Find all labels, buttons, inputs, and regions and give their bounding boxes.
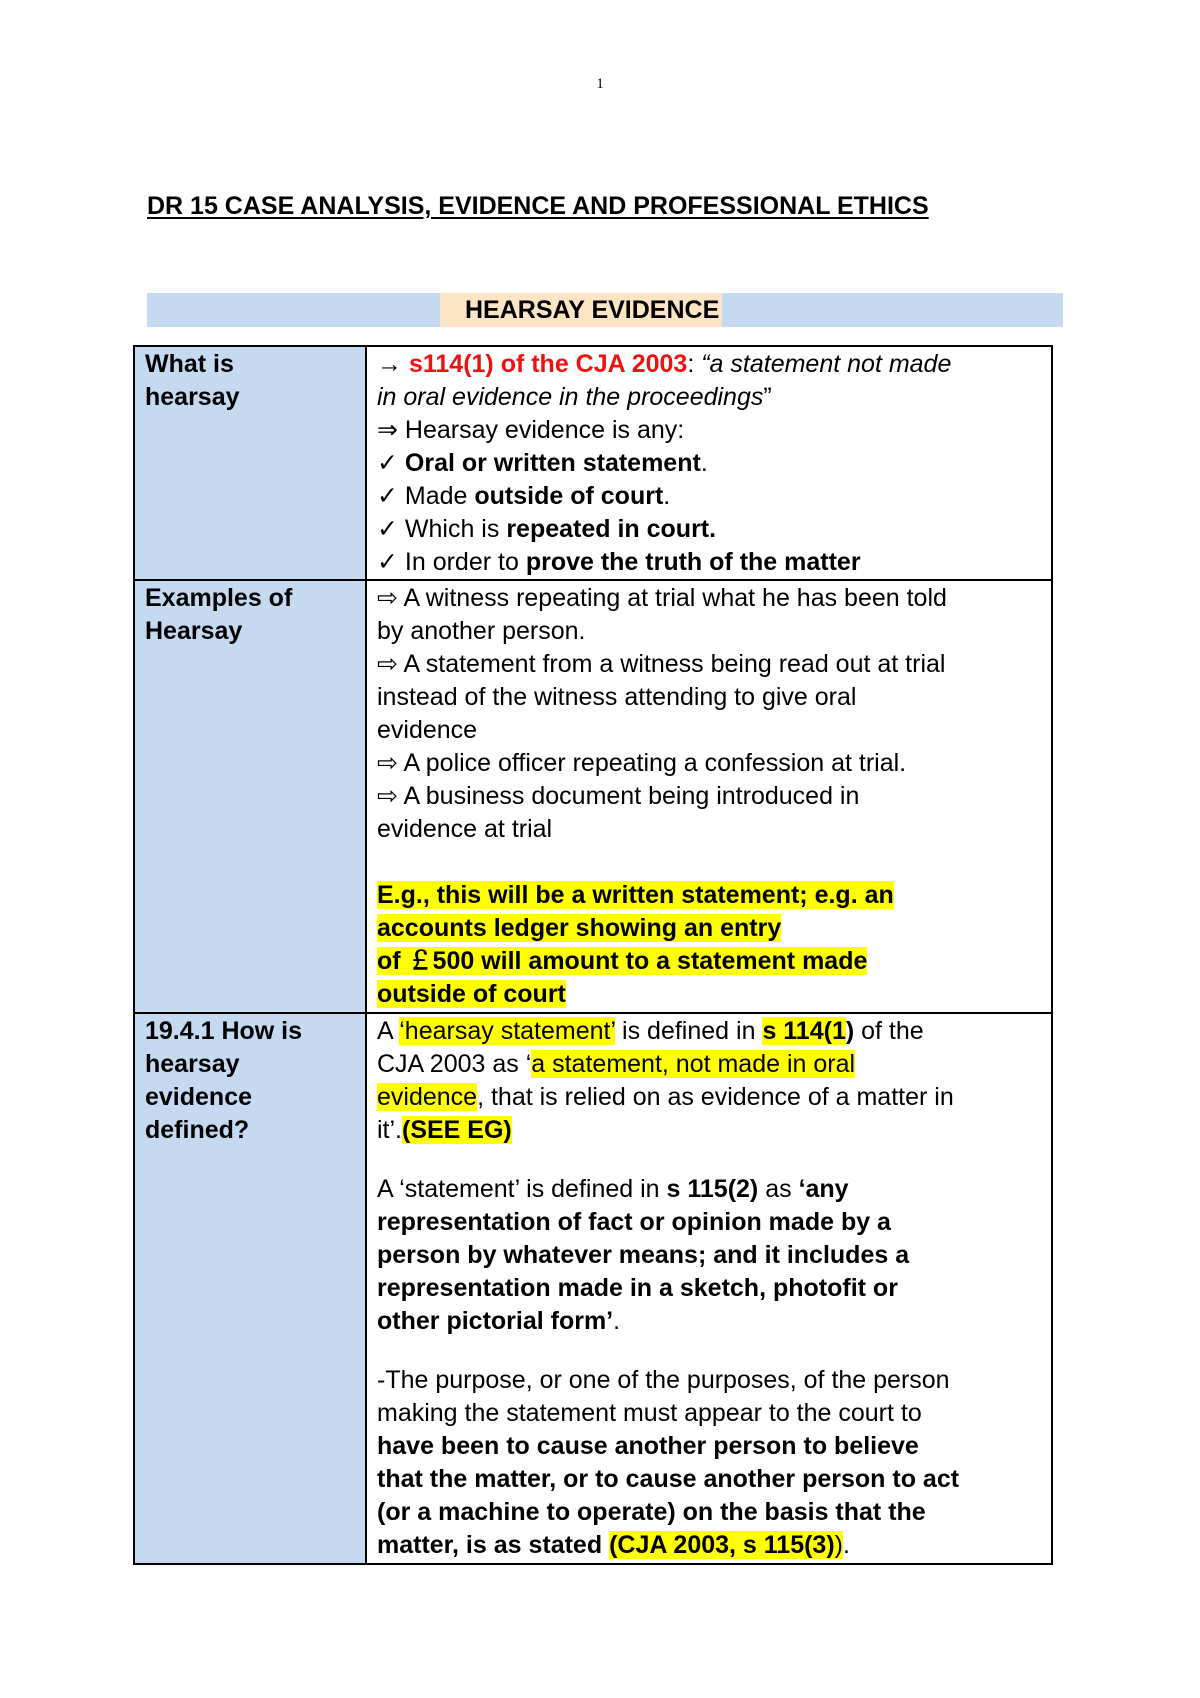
row-label-line: hearsay: [145, 1050, 240, 1078]
section-title: HEARSAY EVIDENCE: [440, 293, 722, 327]
table-row: [134, 580, 1052, 1013]
example-line: ⇨ A statement from a witness being read out at trial: [377, 650, 946, 678]
example-line: by another person.: [377, 617, 586, 645]
row-label-line: defined?: [145, 1116, 250, 1144]
highlighted-example-line: accounts ledger showing an entry: [377, 914, 782, 942]
statement-paragraph-line: other pictorial form’.: [377, 1307, 621, 1335]
row-label-line: 19.4.1 How is: [145, 1017, 303, 1045]
row-label-line: Hearsay: [145, 617, 243, 645]
spacer: [377, 846, 1043, 879]
example-line: ⇨ A business document being introduced in: [377, 782, 860, 810]
check-icon: ✓: [377, 449, 405, 477]
hearsay-table: [133, 345, 1053, 1565]
check-icon: ✓: [377, 515, 405, 543]
purpose-paragraph-line: (or a machine to operate) on the basis that the: [377, 1498, 926, 1526]
definition-paragraph-line: evidence, that is relied on as evidence of a matter in: [377, 1083, 954, 1111]
definition-line: in oral evidence in the proceedings”: [377, 383, 772, 411]
highlighted-example-line: E.g., this will be a written statement; e.g. an: [377, 881, 894, 909]
arrow-glyph: →: [377, 350, 409, 378]
row-label-line: What is: [145, 350, 234, 378]
purpose-paragraph-line: matter, is as stated (CJA 2003, s 115(3)).: [377, 1531, 850, 1559]
section-header-bar: [147, 293, 1063, 327]
row-label-line: Examples of: [145, 584, 293, 612]
example-line: evidence at trial: [377, 815, 553, 843]
purpose-paragraph-line: making the statement must appear to the court to: [377, 1399, 922, 1427]
row-content-cell: [366, 346, 1052, 580]
row-content-cell: [366, 580, 1052, 1013]
page-number: 1: [596, 76, 604, 92]
statute-reference: s114(1) of the CJA 2003: [408, 350, 688, 378]
statement-paragraph-line: representation made in a sketch, photofit or: [377, 1274, 898, 1302]
purpose-paragraph-line: -The purpose, or one of the purposes, of the person: [377, 1366, 950, 1394]
row-label-cell: [134, 346, 366, 580]
document-title: DR 15 CASE ANALYSIS, EVIDENCE AND PROFESSIONAL ETHICS: [147, 192, 929, 220]
statement-paragraph-line: person by whatever means; and it includes a: [377, 1241, 910, 1269]
check-item: ✓ Which is repeated in court.: [377, 515, 717, 543]
example-line: ⇨ A police officer repeating a confession at trial.: [377, 749, 907, 777]
example-line: evidence: [377, 716, 478, 744]
highlighted-example-line: outside of court: [377, 980, 566, 1008]
highlighted-example-line: of ￡500 will amount to a statement made: [377, 947, 868, 975]
example-line: ⇨ A witness repeating at trial what he has been told: [377, 584, 947, 612]
definition-paragraph-line: A ‘hearsay statement’ is defined in s 114(1) of the: [377, 1017, 924, 1045]
purpose-paragraph-line: have been to cause another person to believe: [377, 1432, 919, 1460]
example-line: instead of the witness attending to give oral: [377, 683, 857, 711]
spacer: [377, 1338, 1043, 1364]
definition-quote: “a statement not made: [701, 350, 952, 378]
table-row: [134, 1013, 1052, 1564]
statement-paragraph-line: representation of fact or opinion made by a: [377, 1208, 891, 1236]
check-icon: ✓: [377, 482, 405, 510]
intro-line: ⇒ Hearsay evidence is any:: [377, 416, 685, 444]
definition-paragraph-line: CJA 2003 as ‘a statement, not made in oral: [377, 1050, 856, 1078]
check-item: ✓ Oral or written statement.: [377, 449, 708, 477]
row-label-cell: [134, 580, 366, 1013]
statement-paragraph-line: A ‘statement’ is defined in s 115(2) as ‘any: [377, 1175, 849, 1203]
row-label-line: evidence: [145, 1083, 253, 1111]
purpose-paragraph-line: that the matter, or to cause another person to act: [377, 1465, 960, 1493]
row-label-cell: [134, 1013, 366, 1564]
definition-quote: in oral evidence in the proceedings: [377, 383, 764, 411]
check-icon: ✓: [377, 548, 405, 576]
check-item: ✓ Made outside of court.: [377, 482, 671, 510]
check-item: ✓ In order to prove the truth of the matter: [377, 548, 861, 576]
definition-line: → s114(1) of the CJA 2003: “a statement not made: [377, 350, 952, 378]
row-label-line: hearsay: [145, 383, 240, 411]
table-row: [134, 346, 1052, 580]
spacer: [377, 1147, 1043, 1173]
definition-paragraph-line: it’.(SEE EG): [377, 1116, 512, 1144]
row-content-cell: [366, 1013, 1052, 1564]
